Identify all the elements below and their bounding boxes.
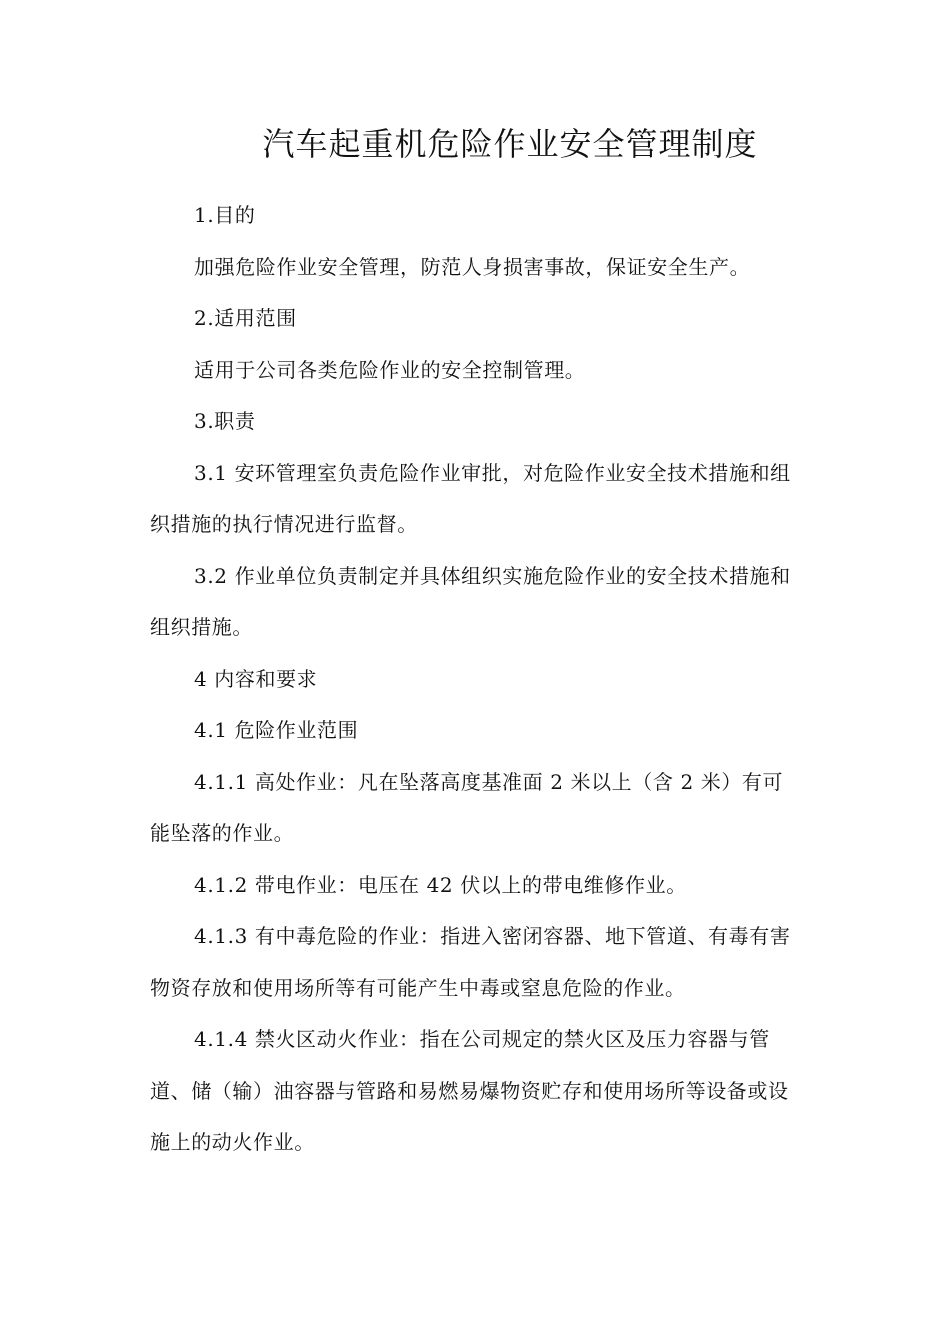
section-heading-purpose: 1.目的 bbox=[194, 203, 256, 227]
document-title: 汽车起重机危险作业安全管理制度 bbox=[262, 125, 758, 163]
paragraph-scope: 适用于公司各类危险作业的安全控制管理。 bbox=[194, 357, 586, 382]
paragraph-4-1-2: 4.1.2 带电作业：电压在 42 伏以上的带电维修作业。 bbox=[194, 872, 687, 897]
section-heading-responsibilities: 3.职责 bbox=[194, 409, 256, 433]
subsection-heading-4-1: 4.1 危险作业范围 bbox=[194, 718, 359, 742]
paragraph-3-2: 3.2 作业单位负责制定并具体组织实施危险作业的安全技术措施和组织措施。 bbox=[150, 563, 791, 639]
paragraph-3-1: 3.1 安环管理室负责危险作业审批，对危险作业安全技术措施和组织措施的执行情况进行监督。 bbox=[150, 460, 791, 536]
paragraph-purpose: 加强危险作业安全管理，防范人身损害事故，保证安全生产。 bbox=[194, 254, 751, 279]
section-heading-scope: 2.适用范围 bbox=[194, 306, 297, 330]
paragraph-4-1-1: 4.1.1 高处作业：凡在坠落高度基准面 2 米以上（含 2 米）有可能坠落的作业。 bbox=[150, 769, 784, 845]
section-heading-content: 4 内容和要求 bbox=[194, 666, 318, 691]
paragraph-4-1-4: 4.1.4 禁火区动火作业：指在公司规定的禁火区及压力容器与管道、储（输）油容器与管路和易燃易爆物资贮存和使用场所等设备或设施上的动火作业。 bbox=[150, 1027, 789, 1154]
document-body bbox=[150, 190, 800, 1169]
paragraph-4-1-3: 4.1.3 有中毒危险的作业：指进入密闭容器、地下管道、有毒有害物资存放和使用场所等有可能产生中毒或窒息危险的作业。 bbox=[150, 924, 791, 1000]
